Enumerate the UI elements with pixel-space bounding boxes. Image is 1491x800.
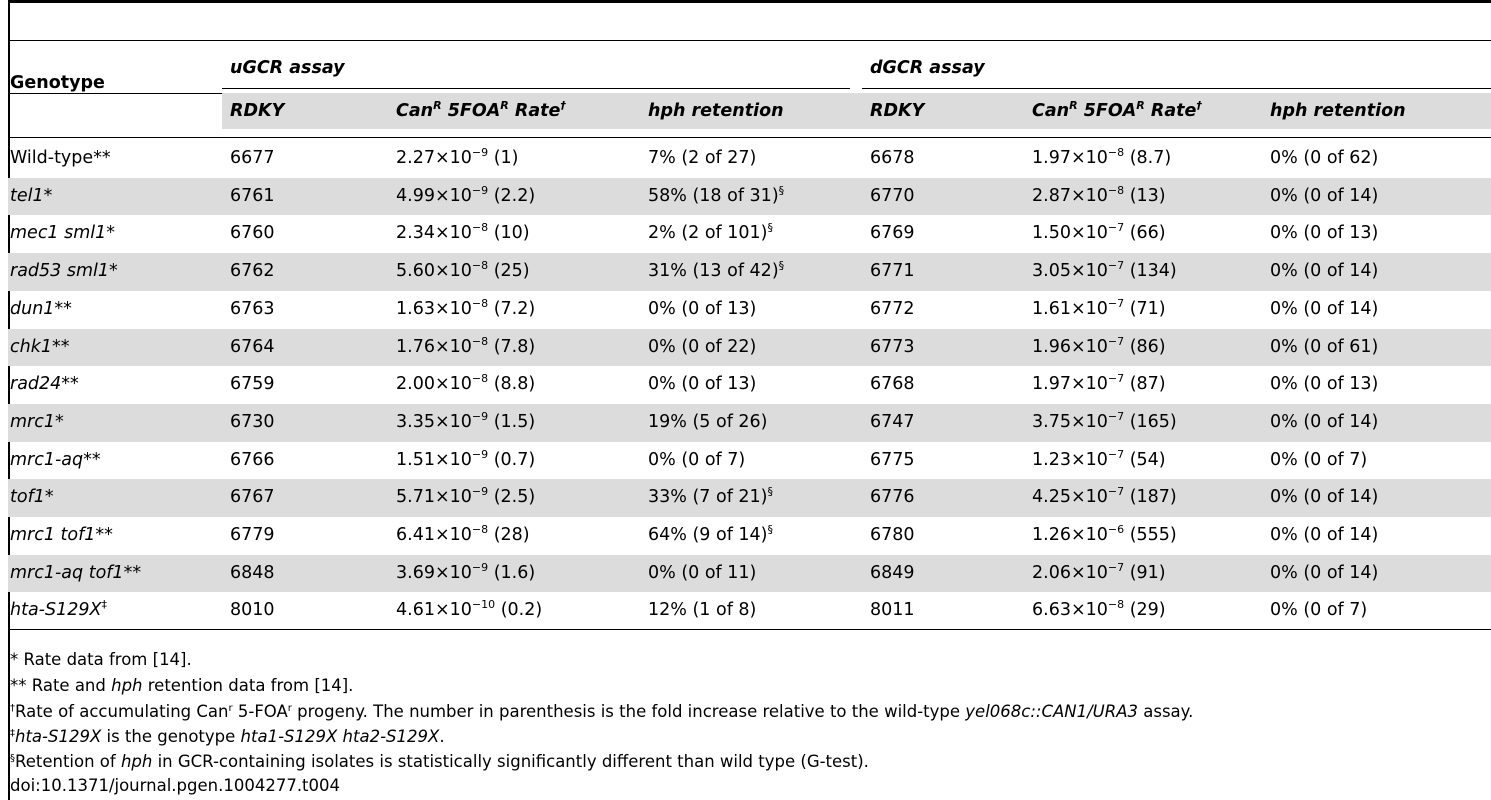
d-hph-cell: 0% (0 of 13) xyxy=(1270,374,1379,395)
genotype-cell: mrc1-aq tof1** xyxy=(10,562,142,583)
genotype-cell: mrc1* xyxy=(10,411,64,432)
d-rate-cell: $4.25\times 10^{-7}$ (187) xyxy=(1032,485,1177,508)
table-row xyxy=(8,291,1491,329)
u-rate-cell: $6.41\times 10^{-8}$ (28) xyxy=(396,523,530,545)
footnote-hph-data: ** Rate and hph retention data from [14]. xyxy=(10,676,354,695)
genotype-cell: mrc1 tof1** xyxy=(10,525,113,545)
d-rate-header: Can$^R$ $5FOA^R$ Rate† xyxy=(1032,99,1202,121)
genotype-cell: dun1** xyxy=(10,298,72,319)
u-hph-cell: 12% (1 of 8) xyxy=(648,600,757,621)
u-rate-cell: $1.63\times 10^{-8}$ (7.2) xyxy=(396,296,536,319)
d-rate-cell: $6.63\times 10^{-8}$ (29) xyxy=(1032,598,1166,621)
u-rate-cell: $2.34\times 10^{-8}$ (10) xyxy=(396,221,530,244)
u-rdky-cell: 6763 xyxy=(230,298,275,319)
u-hph-cell: 0% (0 of 22) xyxy=(648,336,757,357)
d-hph-cell: 0% (0 of 14) xyxy=(1270,261,1379,282)
genotype-cell: tel1* xyxy=(10,185,53,206)
d-rdky-cell: 6768 xyxy=(870,374,915,395)
u-hph-header: hph retention xyxy=(648,101,784,121)
d-hph-cell: 0% (0 of 14) xyxy=(1270,562,1379,583)
u-hph-cell: 0% (0 of 11) xyxy=(648,562,757,583)
d-rdky-cell: 6775 xyxy=(870,449,915,470)
d-rdky-cell: 6780 xyxy=(870,525,915,545)
table-row xyxy=(8,329,1491,367)
d-hph-cell: 0% (0 of 14) xyxy=(1270,525,1379,545)
d-rdky-cell: 6776 xyxy=(870,487,915,508)
d-hph-header: hph retention xyxy=(1270,101,1406,121)
table-row xyxy=(8,366,1491,404)
d-rdky-cell: 8011 xyxy=(870,600,915,621)
table-row xyxy=(8,215,1491,253)
genotype-cell: rad53 sml1* xyxy=(10,261,118,282)
d-hph-cell: 0% (0 of 7) xyxy=(1270,600,1368,621)
u-rdky-cell: 6761 xyxy=(230,185,275,206)
d-rdky-cell: 6849 xyxy=(870,562,915,583)
u-rate-cell: $4.61\times 10^{-10}$ (0.2) xyxy=(396,598,543,621)
u-hph-cell: 7% (2 of 27) xyxy=(648,148,757,168)
genotype-cell: hta-S129X‡ xyxy=(10,598,107,621)
table-row xyxy=(8,404,1491,442)
table-row xyxy=(8,555,1491,593)
d-rdky-cell: 6772 xyxy=(870,298,915,319)
d-rate-cell: $3.05\times 10^{-7}$ (134) xyxy=(1032,259,1177,282)
u-rate-cell: $4.99\times 10^{-9}$ (2.2) xyxy=(396,183,536,206)
footnote-dagger: †Rate of accumulating Can$^r$ 5-FOA$^r$ progeny. The number in parenthesis is the fold increase relative to the wild-type yel068c::CAN1/URA3 assay. xyxy=(10,702,1194,721)
header-row-columns xyxy=(222,93,1491,129)
u-rdky-cell: 6759 xyxy=(230,374,275,395)
u-rdky-cell: 6848 xyxy=(230,562,275,583)
d-rdky-header: RDKY xyxy=(870,101,925,121)
d-hph-cell: 0% (0 of 7) xyxy=(1270,449,1368,470)
genotype-cell: chk1** xyxy=(10,336,70,357)
u-rdky-cell: 6760 xyxy=(230,223,275,244)
d-hph-cell: 0% (0 of 14) xyxy=(1270,185,1379,206)
d-rate-cell: $1.26\times 10^{-6}$ (555) xyxy=(1032,523,1177,545)
d-rdky-cell: 6771 xyxy=(870,261,915,282)
table-row xyxy=(8,140,1491,178)
d-rdky-cell: 6747 xyxy=(870,411,915,432)
header-row-assays xyxy=(8,50,1491,93)
d-rdky-cell: 6773 xyxy=(870,336,915,357)
d-hph-cell: 0% (0 of 14) xyxy=(1270,298,1379,319)
d-rate-cell: $1.97\times 10^{-8}$ (8.7) xyxy=(1032,146,1172,168)
top-border xyxy=(8,0,1491,3)
table-bottom-rule xyxy=(8,629,1491,630)
table-row xyxy=(8,178,1491,216)
u-rdky-cell: 6766 xyxy=(230,449,275,470)
u-hph-cell: 31% (13 of 42)§ xyxy=(648,259,785,282)
header-bottom-rule xyxy=(8,137,1491,138)
u-rate-cell: $5.60\times 10^{-8}$ (25) xyxy=(396,259,530,282)
u-rdky-cell: 6677 xyxy=(230,148,275,168)
d-hph-cell: 0% (0 of 61) xyxy=(1270,336,1379,357)
u-rdky-cell: 6767 xyxy=(230,487,275,508)
table-row xyxy=(8,592,1491,630)
d-rate-cell: $1.96\times 10^{-7}$ (86) xyxy=(1032,334,1166,357)
u-hph-cell: 58% (18 of 31)§ xyxy=(648,183,785,206)
d-rate-cell: $2.87\times 10^{-8}$ (13) xyxy=(1032,183,1166,206)
d-hph-cell: 0% (0 of 14) xyxy=(1270,411,1379,432)
u-rate-cell: $5.71\times 10^{-9}$ (2.5) xyxy=(396,485,536,508)
u-rdky-header: RDKY xyxy=(230,101,285,121)
d-hph-cell: 0% (0 of 14) xyxy=(1270,487,1379,508)
ugcr-assay-header: uGCR assay xyxy=(230,58,345,78)
u-rate-cell: $1.76\times 10^{-8}$ (7.8) xyxy=(396,334,536,357)
u-rdky-cell: 6764 xyxy=(230,336,275,357)
u-hph-cell: 0% (0 of 13) xyxy=(648,374,757,395)
u-rate-cell: $3.69\times 10^{-9}$ (1.6) xyxy=(396,560,536,583)
d-rate-cell: $2.06\times 10^{-7}$ (91) xyxy=(1032,560,1166,583)
genotype-cell: tof1* xyxy=(10,487,54,508)
d-rate-cell: $1.23\times 10^{-7}$ (54) xyxy=(1032,447,1166,470)
u-rate-cell: $2.00\times 10^{-8}$ (8.8) xyxy=(396,372,536,395)
d-rate-cell: $3.75\times 10^{-7}$ (165) xyxy=(1032,409,1177,432)
u-hph-cell: 33% (7 of 21)§ xyxy=(648,485,774,508)
d-rate-cell: $1.50\times 10^{-7}$ (66) xyxy=(1032,221,1166,244)
u-rdky-cell: 6762 xyxy=(230,261,275,282)
u-rdky-cell: 6730 xyxy=(230,411,275,432)
footnote-double-dagger: ‡hta-S129X is the genotype hta1-S129X hta2-S129X. xyxy=(10,727,445,746)
genotype-cell: rad24** xyxy=(10,374,79,395)
dgcr-assay-header: dGCR assay xyxy=(870,58,985,78)
d-hph-cell: 0% (0 of 62) xyxy=(1270,148,1379,168)
u-rate-cell: $3.35\times 10^{-9}$ (1.5) xyxy=(396,409,536,432)
table-row xyxy=(8,517,1491,555)
table-row xyxy=(8,479,1491,517)
table-row xyxy=(8,442,1491,480)
u-hph-cell: 0% (0 of 7) xyxy=(648,449,746,470)
genotype-shade-top xyxy=(8,93,222,94)
genotype-cell: mrc1-aq** xyxy=(10,449,101,470)
u-rate-cell: $1.51\times 10^{-9}$ (0.7) xyxy=(396,447,536,470)
footnote-section: §Retention of hph in GCR-containing isolates is statistically significantly different than wild type (G-test). xyxy=(10,752,869,771)
table-row xyxy=(8,253,1491,291)
doi-text: doi:10.1371/journal.pgen.1004277.t004 xyxy=(10,776,341,795)
dgcr-underline xyxy=(862,88,1491,89)
d-rdky-cell: 6769 xyxy=(870,223,915,244)
u-rate-cell: $2.27\times 10^{-9}$ (1) xyxy=(396,146,519,168)
genotype-cell: Wild-type** xyxy=(10,148,111,168)
table-figure xyxy=(8,0,1491,800)
u-hph-cell: 19% (5 of 26) xyxy=(648,411,768,432)
genotype-cell: mec1 sml1* xyxy=(10,223,116,244)
d-rate-cell: $1.61\times 10^{-7}$ (71) xyxy=(1032,296,1166,319)
u-rate-header: Can$^R$ $5FOA^R$ Rate† xyxy=(396,99,566,121)
u-hph-cell: 2% (2 of 101)§ xyxy=(648,221,774,244)
ugcr-underline xyxy=(222,88,850,89)
footnote-rate-data: * Rate data from [14]. xyxy=(10,650,192,669)
u-hph-cell: 0% (0 of 13) xyxy=(648,298,757,319)
table-top-rule xyxy=(8,40,1491,41)
d-rate-cell: $1.97\times 10^{-7}$ (87) xyxy=(1032,372,1166,395)
d-rdky-cell: 6678 xyxy=(870,148,915,168)
u-rdky-cell: 6779 xyxy=(230,525,275,545)
genotype-header: Genotype xyxy=(10,73,105,93)
d-rdky-cell: 6770 xyxy=(870,185,915,206)
u-hph-cell: 64% (9 of 14)§ xyxy=(648,523,774,545)
d-hph-cell: 0% (0 of 13) xyxy=(1270,223,1379,244)
u-rdky-cell: 8010 xyxy=(230,600,275,621)
